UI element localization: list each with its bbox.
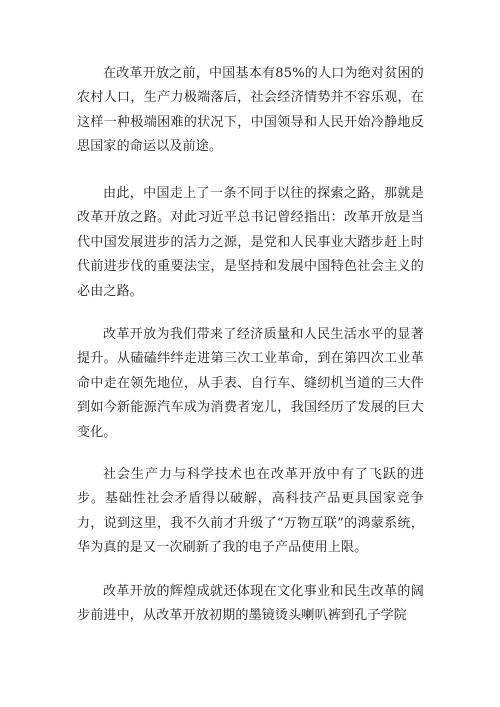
paragraph-2: 由此，中国走上了一条不同于以往的探索之路，那就是改革开放之路。对此习近平总书记曾经指出：改革开放是当代中国发展进步的活力之源，是党和人民事业大踏步赶上时代前进步伐的重要法宝，是坚持和发展中国特色社会主义的必由之路。 [77,186,424,299]
paragraph-4: 社会生产力与科学技术也在改革开放中有了飞跃的进步。基础性社会矛盾得以破解，高科技产品更具国家竞争力，说到这里，我不久前才升级了“万物互联”的鸿蒙系统，华为真的是又一次刷新了我的电子产品使用上限。 [77,467,424,556]
paragraph-1: 在改革开放之前，中国基本有85%的人口为绝对贫困的农村人口，生产力极端落后，社会经济情势并不容乐观，在这样一种极端困难的状况下，中国领导和人民开始冷静地反思国家的命运以及前途。 [77,66,424,155]
paragraph-5: 改革开放的辉煌成就还体现在文化事业和民生改革的阔步前进中，从改革开放初期的墨镜烫头喇叭裤到孔子学院 [77,584,424,624]
paragraph-3: 改革开放为我们带来了经济质量和人民生活水平的显著提升。从磕磕绊绊走进第三次工业革命，到在第四次工业革命中走在领先地位，从手表、自行车、缝纫机当道的三大件到如今新能源汽车成为消费者宠儿，我国经历了发展的巨大变化。 [77,327,424,440]
